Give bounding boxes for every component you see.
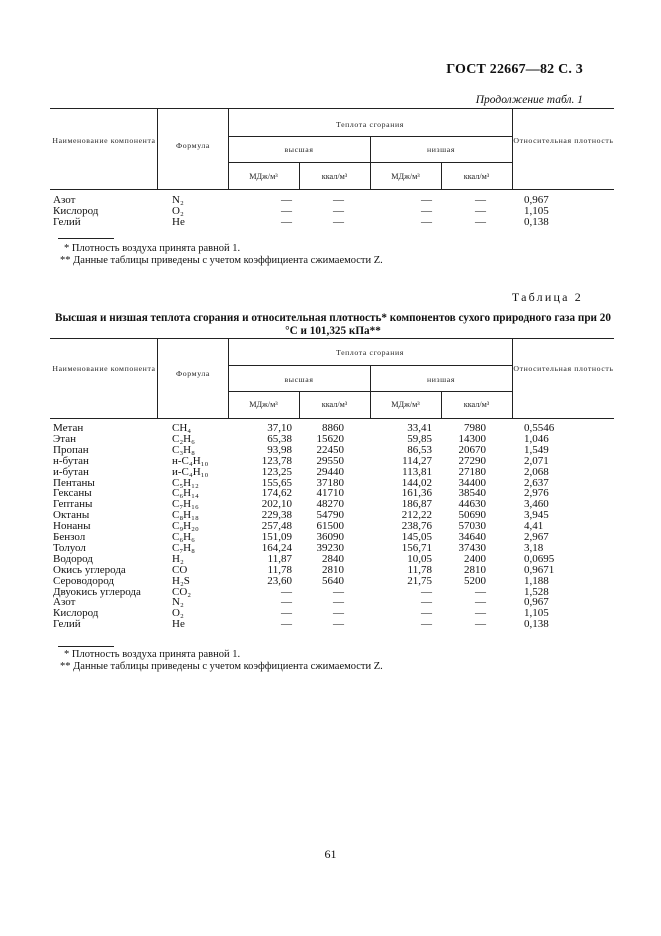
cell-relative-density: 1,188 (524, 574, 549, 587)
cell-formula: C₃H₈ (172, 443, 195, 456)
cell-lower-mj: — (421, 585, 432, 598)
cell-relative-density: 3,945 (524, 509, 549, 522)
cell-higher-kcal: 54790 (316, 509, 344, 522)
cell-higher-mj: 174,62 (261, 487, 292, 500)
cell-lower-mj: 144,02 (401, 476, 432, 489)
cell-formula: O₂ (172, 607, 184, 620)
cell-component-name: Октаны (53, 509, 90, 522)
column-header-lower: низшая (426, 145, 456, 154)
cell-formula: H₂ (172, 552, 184, 565)
cell-component-name: Этан (53, 432, 76, 445)
cell-relative-density: 1,046 (524, 432, 549, 445)
table-row (50, 565, 614, 576)
cell-component-name: Водород (53, 552, 93, 565)
cell-component-name: Гептаны (53, 498, 93, 511)
cell-component-name: Нонаны (53, 520, 91, 533)
table-number: Таблица 2 (511, 290, 583, 304)
column-header-density: Относительная плотность (513, 136, 614, 145)
cell-lower-mj: — (421, 607, 432, 620)
cell-lower-mj: 10,05 (407, 552, 432, 565)
cell-component-name: Гелий (53, 618, 81, 631)
cell-relative-density: 0,0695 (524, 552, 555, 565)
column-header-component: Наименование компонента (52, 364, 156, 373)
cell-formula: C₉H₂₀ (172, 520, 199, 533)
cell-higher-mj: 257,48 (261, 520, 292, 533)
cell-component-name: Окись углерода (53, 563, 126, 576)
cell-higher-mj: 11,87 (267, 552, 292, 565)
cell-component-name: Азот (53, 596, 76, 609)
cell-higher-mj: 229,38 (261, 509, 292, 522)
cell-formula: C₇H₈ (172, 541, 195, 554)
cell-formula: н-C₄H₁₀ (172, 454, 209, 467)
column-header-heat: Теплота сгорания (336, 120, 404, 129)
cell-higher-kcal: 36090 (316, 531, 344, 543)
cell-higher-mj: 65,38 (267, 432, 292, 445)
cell-formula: O₂ (172, 204, 184, 217)
cell-higher-kcal: — (333, 607, 344, 620)
column-header-density: Относительная плотность (513, 364, 614, 373)
unit-mj-lower: МДж/м³ (391, 172, 420, 181)
cell-higher-mj: 93,98 (267, 443, 292, 456)
cell-relative-density: 1,105 (524, 204, 549, 217)
cell-lower-kcal: 34400 (458, 476, 486, 489)
cell-higher-kcal: 15620 (316, 432, 344, 445)
cell-lower-kcal: 37430 (458, 541, 486, 554)
cell-relative-density: 2,068 (524, 465, 549, 478)
cell-higher-kcal: 2840 (322, 552, 344, 565)
cell-higher-mj: 23,60 (267, 574, 292, 587)
cell-relative-density: 0,138 (524, 215, 549, 228)
cell-higher-mj: 37,10 (267, 422, 292, 434)
cell-component-name: Метан (53, 422, 84, 434)
cell-higher-kcal: 37180 (316, 476, 344, 489)
table-row (50, 619, 614, 630)
cell-higher-kcal: 8860 (322, 422, 344, 434)
cell-formula: CH₄ (172, 422, 192, 434)
cell-component-name: Сероводород (53, 574, 115, 587)
cell-lower-mj: — (421, 618, 432, 631)
cell-relative-density: 2,637 (524, 476, 549, 489)
cell-lower-mj: 11,78 (407, 563, 432, 576)
cell-lower-mj: 145,05 (401, 531, 432, 543)
table-row (50, 467, 614, 478)
cell-lower-kcal: — (475, 585, 486, 598)
cell-component-name: Бензол (53, 531, 86, 543)
cell-higher-mj: 202,10 (261, 498, 292, 511)
cell-relative-density: 0,967 (524, 194, 549, 206)
cell-higher-kcal: — (333, 596, 344, 609)
footnote-2: ** Данные таблицы приведены с учетом коэффициента сжимаемости Z. (60, 661, 383, 672)
cell-relative-density: 4,41 (524, 520, 544, 533)
cell-higher-kcal: 41710 (316, 487, 344, 500)
column-header-formula: Формула (176, 369, 210, 378)
cell-lower-mj: — (421, 596, 432, 609)
cell-formula: N₂ (172, 194, 184, 206)
cell-lower-mj: 59,85 (407, 432, 432, 445)
cell-relative-density: 1,549 (524, 443, 549, 456)
cell-component-name: н-бутан (53, 454, 89, 467)
cell-formula: C₂H₆ (172, 432, 195, 445)
cell-component-name: Толуол (53, 541, 86, 554)
cell-higher-kcal: 48270 (316, 498, 344, 511)
cell-component-name: Кислород (53, 204, 99, 217)
cell-relative-density: 0,9671 (524, 563, 555, 576)
page-number: 61 (324, 847, 337, 861)
footnote-1: * Плотность воздуха принята равной 1. (64, 649, 241, 660)
column-header-heat: Теплота сгорания (336, 348, 404, 357)
cell-lower-kcal: 44630 (458, 498, 486, 511)
cell-lower-kcal: 5200 (464, 574, 486, 587)
cell-lower-kcal: 2400 (464, 552, 486, 565)
table-row (50, 456, 614, 467)
table-continuation-label: Продолжение табл. 1 (475, 94, 583, 106)
table-row (50, 423, 614, 434)
cell-lower-kcal: — (475, 204, 486, 217)
cell-higher-mj: — (281, 607, 292, 620)
cell-formula: H₂S (172, 574, 190, 587)
table-row (50, 532, 614, 543)
cell-higher-kcal: — (333, 215, 344, 228)
footnote-1: * Плотность воздуха принята равной 1. (64, 243, 241, 254)
cell-relative-density: 1,105 (524, 607, 549, 620)
cell-formula: C₇H₁₆ (172, 498, 199, 511)
cell-higher-kcal: 39230 (316, 541, 344, 554)
cell-relative-density: 1,528 (524, 585, 549, 598)
cell-higher-mj: — (281, 618, 292, 631)
cell-lower-mj: 212,22 (401, 509, 432, 522)
cell-lower-mj: 186,87 (401, 498, 432, 511)
cell-component-name: Пентаны (53, 476, 95, 489)
column-header-higher: высшая (284, 145, 314, 154)
cell-lower-mj: 33,41 (407, 422, 432, 434)
cell-lower-kcal: — (475, 215, 486, 228)
cell-higher-mj: — (281, 204, 292, 217)
cell-formula: C₆H₁₄ (172, 487, 199, 500)
table-row (50, 445, 614, 456)
cell-lower-mj: 86,53 (407, 443, 432, 456)
cell-lower-kcal: 7980 (464, 422, 486, 434)
cell-relative-density: 3,18 (524, 541, 544, 554)
cell-component-name: Гексаны (53, 487, 92, 500)
cell-lower-kcal: 57030 (458, 520, 486, 533)
cell-higher-mj: — (281, 585, 292, 598)
cell-formula: C₅H₁₂ (172, 476, 199, 489)
cell-lower-kcal: 38540 (458, 487, 486, 500)
cell-higher-kcal: — (333, 204, 344, 217)
cell-higher-mj: 164,24 (261, 541, 292, 554)
table-caption: Высшая и низшая теплота сгорания и относительная плотность* компонентов сухого природного газа при 20 °С и 101,325 кПа** (54, 312, 611, 337)
cell-formula: и-C₄H₁₀ (172, 465, 209, 478)
unit-mj-higher: МДж/м³ (249, 172, 278, 181)
column-header-component: Наименование компонента (52, 136, 156, 145)
cell-relative-density: 2,071 (524, 454, 549, 467)
cell-lower-kcal: 27290 (458, 454, 486, 467)
cell-higher-kcal: 29550 (316, 454, 344, 467)
cell-lower-mj: — (421, 215, 432, 228)
cell-higher-mj: — (281, 194, 292, 206)
cell-lower-kcal: 14300 (458, 432, 486, 445)
document-header: ГОСТ 22667—82 С. 3 (446, 62, 583, 77)
cell-lower-mj: — (421, 194, 432, 206)
column-header-formula: Формула (176, 141, 210, 150)
cell-formula: CO (172, 563, 188, 576)
unit-mj-lower: МДж/м³ (391, 400, 420, 409)
cell-higher-kcal: 2810 (322, 563, 344, 576)
cell-relative-density: 0,5546 (524, 422, 555, 434)
cell-higher-mj: 155,65 (261, 476, 292, 489)
cell-lower-kcal: — (475, 607, 486, 620)
table-row (50, 195, 614, 206)
cell-higher-kcal: — (333, 585, 344, 598)
table-row (50, 206, 614, 217)
cell-lower-kcal: — (475, 596, 486, 609)
unit-kcal-lower: ккал/м³ (463, 400, 490, 409)
unit-kcal-higher: ккал/м³ (321, 172, 348, 181)
cell-formula: He (172, 215, 185, 228)
column-header-higher: высшая (284, 375, 314, 384)
footnote-separator (58, 238, 114, 239)
table-2 (50, 338, 614, 648)
cell-lower-mj: — (421, 204, 432, 217)
cell-higher-mj: 11,78 (267, 563, 292, 576)
cell-component-name: Пропан (53, 443, 89, 456)
unit-mj-higher: МДж/м³ (249, 400, 278, 409)
cell-higher-kcal: 61500 (316, 520, 344, 533)
cell-lower-kcal: — (475, 194, 486, 206)
cell-higher-kcal: 5640 (322, 574, 344, 587)
cell-higher-kcal: — (333, 194, 344, 206)
table-row (50, 543, 614, 554)
cell-higher-kcal: 22450 (316, 443, 344, 456)
cell-component-name: Кислород (53, 607, 99, 620)
cell-lower-kcal: 34640 (458, 531, 486, 543)
column-header-lower: низшая (426, 375, 456, 384)
cell-higher-mj: 123,78 (261, 454, 292, 467)
footnote-separator (58, 646, 114, 647)
cell-higher-mj: 151,09 (261, 531, 292, 543)
cell-component-name: Гелий (53, 215, 81, 228)
cell-lower-mj: 161,36 (401, 487, 432, 500)
cell-formula: N₂ (172, 596, 184, 609)
cell-higher-mj: — (281, 596, 292, 609)
cell-lower-mj: 113,81 (402, 465, 432, 478)
cell-higher-mj: 123,25 (261, 465, 292, 478)
cell-lower-kcal: 27180 (458, 465, 486, 478)
cell-relative-density: 2,976 (524, 487, 549, 500)
cell-formula: C₈H₁₈ (172, 509, 199, 522)
cell-component-name: Двуокись углерода (53, 585, 141, 598)
table-row (50, 554, 614, 565)
cell-lower-kcal: 2810 (464, 563, 486, 576)
cell-lower-mj: 156,71 (401, 541, 432, 554)
cell-higher-kcal: 29440 (316, 465, 344, 478)
cell-lower-kcal: 50690 (458, 509, 486, 522)
footnote-2: ** Данные таблицы приведены с учетом коэффициента сжимаемости Z. (60, 255, 383, 266)
unit-kcal-higher: ккал/м³ (321, 400, 348, 409)
cell-relative-density: 2,967 (524, 531, 549, 543)
table-row (50, 434, 614, 445)
cell-component-name: и-бутан (53, 465, 89, 478)
cell-relative-density: 0,138 (524, 618, 549, 631)
cell-relative-density: 3,460 (524, 498, 549, 511)
cell-lower-kcal: 20670 (458, 443, 486, 456)
cell-component-name: Азот (53, 194, 76, 206)
cell-higher-kcal: — (333, 618, 344, 631)
cell-lower-mj: 21,75 (407, 574, 432, 587)
table-1 (50, 108, 614, 248)
cell-higher-mj: — (281, 215, 292, 228)
cell-formula: C₆H₆ (172, 531, 195, 543)
table-row (50, 576, 614, 587)
cell-relative-density: 0,967 (524, 596, 549, 609)
cell-formula: CO₂ (172, 585, 192, 598)
cell-formula: He (172, 618, 185, 631)
cell-lower-mj: 114,27 (402, 454, 432, 467)
table-row (50, 217, 614, 228)
unit-kcal-lower: ккал/м³ (463, 172, 490, 181)
cell-lower-kcal: — (475, 618, 486, 631)
cell-lower-mj: 238,76 (401, 520, 432, 533)
